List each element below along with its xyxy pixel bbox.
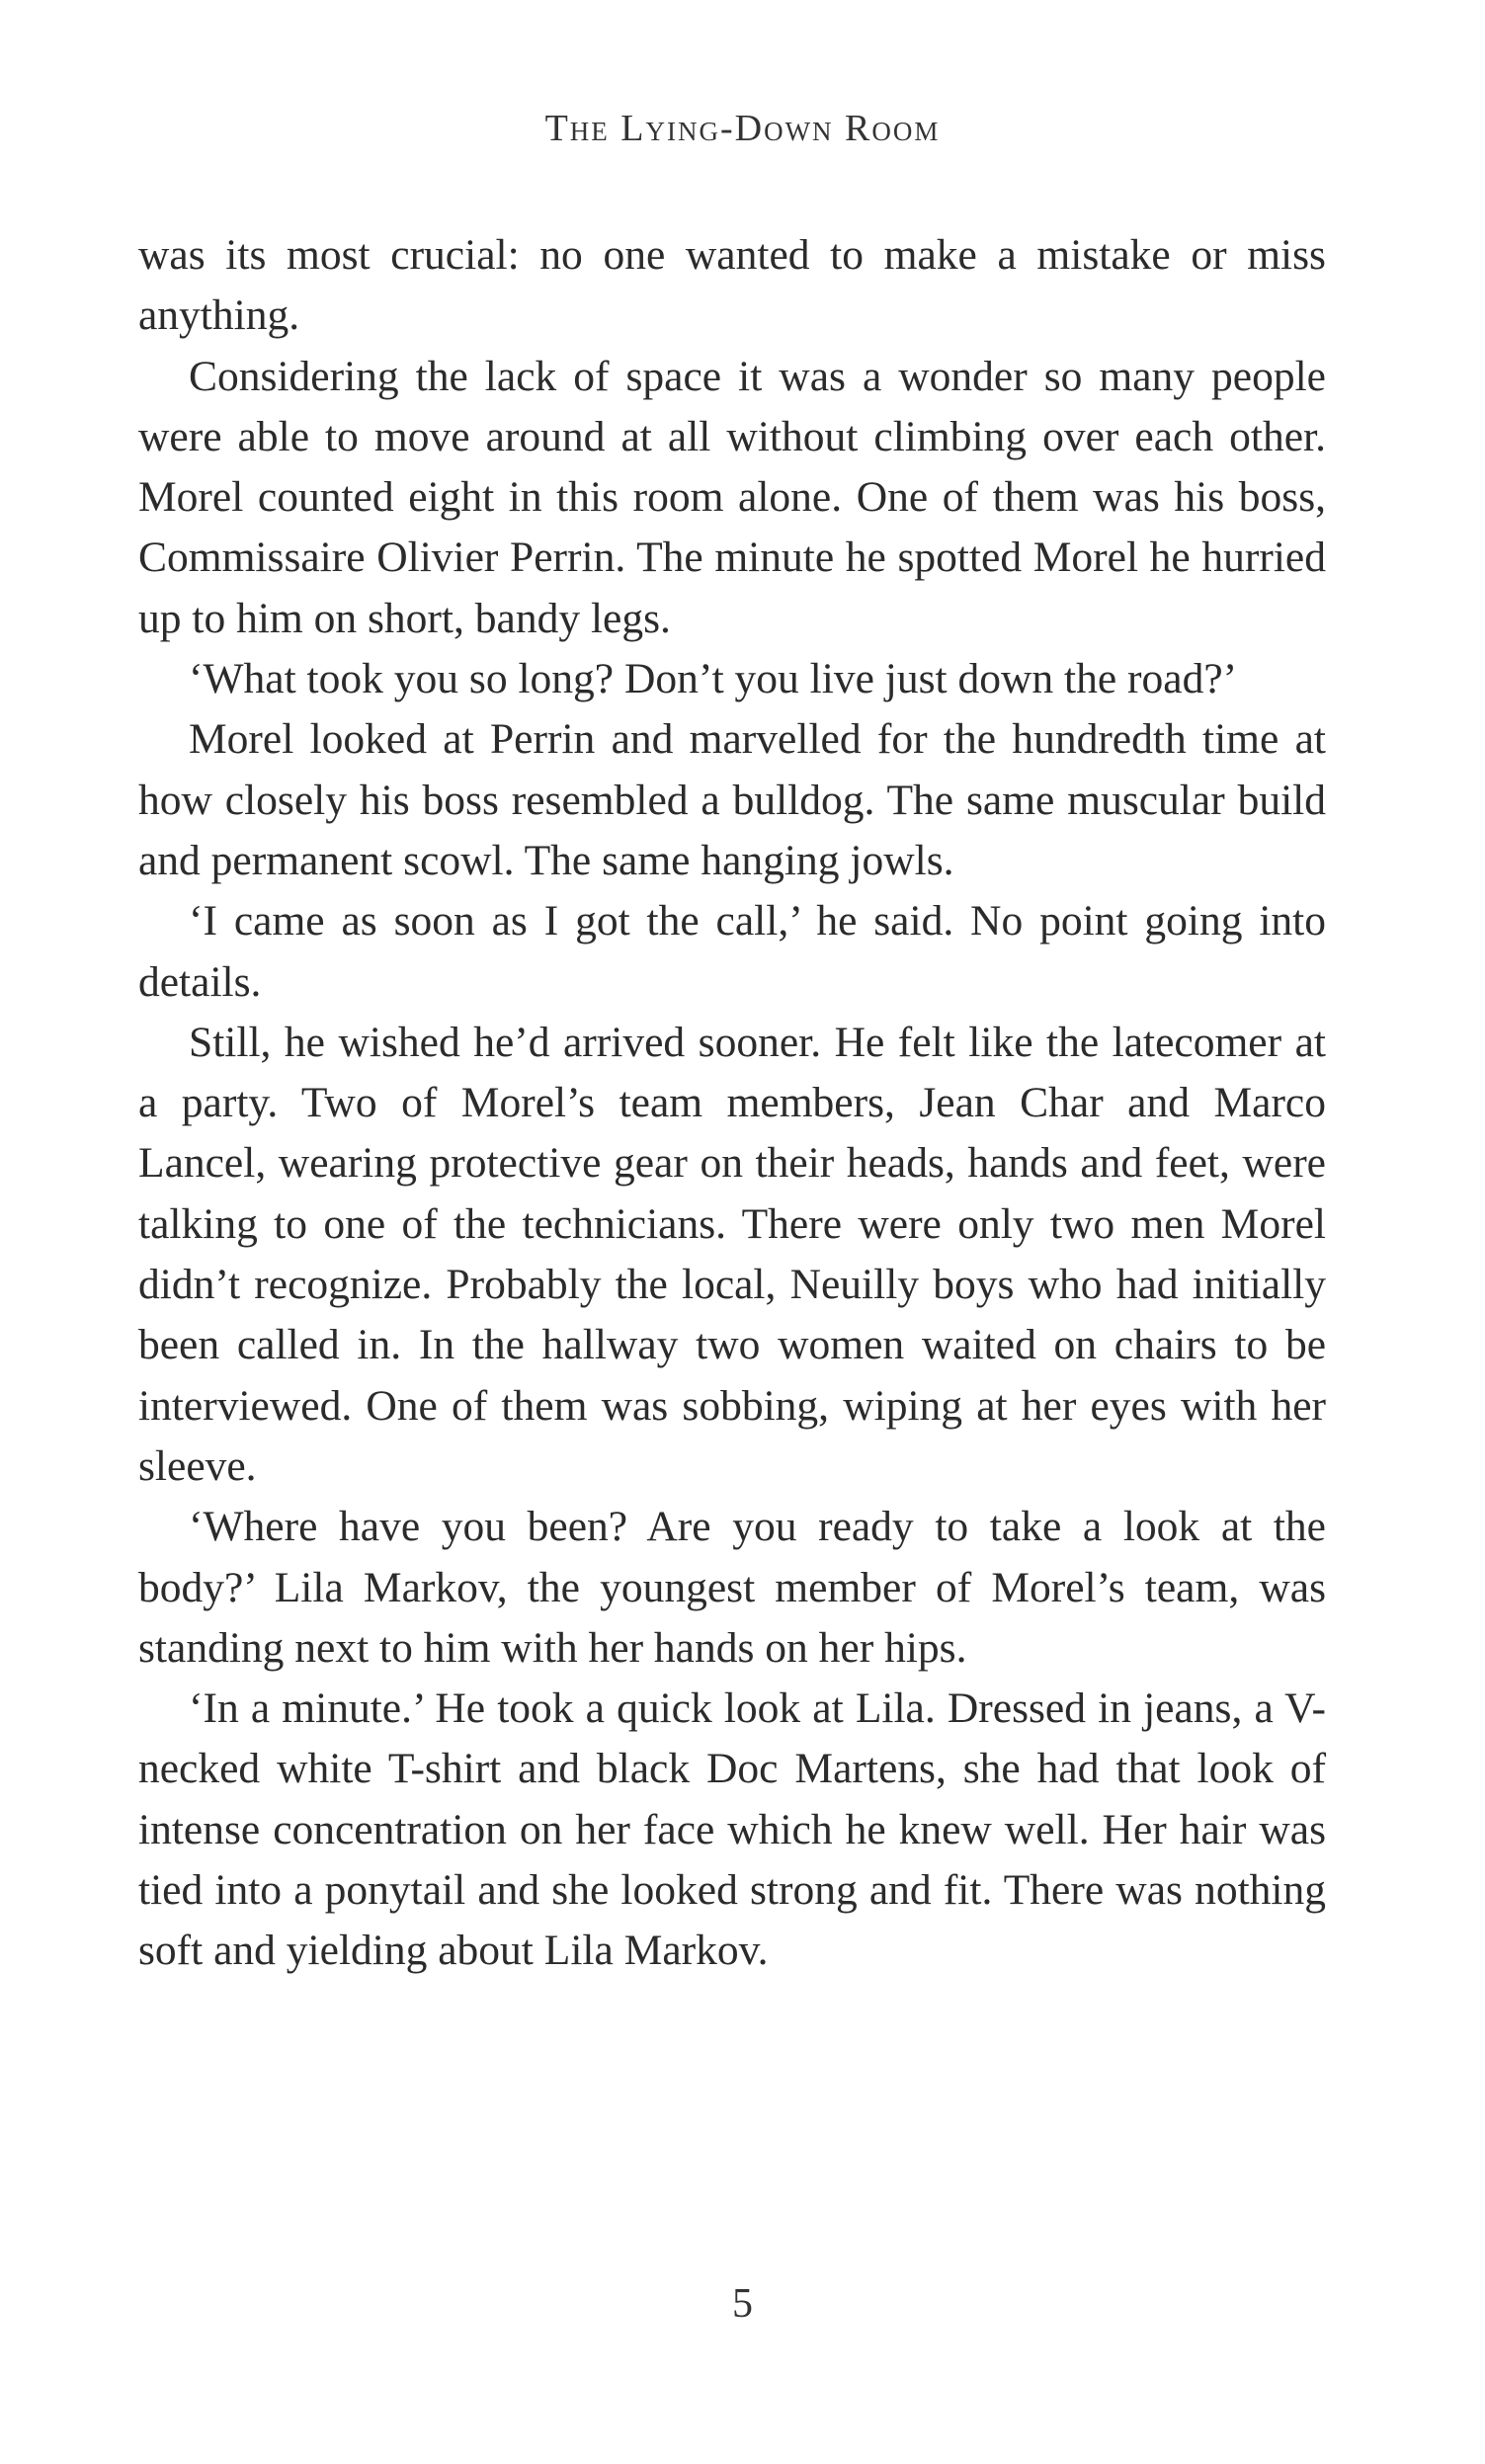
running-head: The Lying-Down Room xyxy=(544,108,941,149)
paragraph: Considering the lack of space it was a wonder so many people were able to move around at all without climbing over each other. Morel counted eight in this room alone. One of them was his boss, Commissaire Olivier Perrin. The minute he spotted Morel he hurried up to him on short, bandy legs. xyxy=(138,352,1326,642)
paragraph: ‘Where have you been? Are you ready to take a look at the body?’ Lila Markov, the youngest member of Morel’s team, was standing next to him with her hands on her hips. xyxy=(138,1503,1326,1672)
paragraph: ‘What took you so long? Don’t you live just down the road?’ xyxy=(189,655,1238,703)
body-text xyxy=(138,225,1326,1982)
paragraph: Morel looked at Perrin and marvelled for the hundredth time at how closely his boss resembled a bulldog. The same muscular build and permanent scowl. The same hanging jowls. xyxy=(138,715,1326,884)
page-number: 5 xyxy=(732,2281,753,2327)
paragraph: was its most crucial: no one wanted to make a mistake or miss anything. xyxy=(138,231,1326,340)
paragraph: ‘In a minute.’ He took a quick look at Lila. Dressed in jeans, a V-necked white T-shirt and black Doc Martens, she had that look of intense concentration on her face which he knew well. Her hair was tied into a ponytail and she looked strong and fit. There was nothing soft and yielding about Lila Markov. xyxy=(138,1684,1326,1975)
paragraph: Still, he wished he’d arrived sooner. He felt like the latecomer at a party. Two of Morel’s team members, Jean Char and Marco Lancel, wearing protective gear on their heads, hands and feet, were talking to one of the technicians. There were only two men Morel didn’t recognize. Probably the local, Neuilly boys who had initially been called in. In the hallway two women waited on chairs to be interviewed. One of them was sobbing, wiping at her eyes with her sleeve. xyxy=(138,1018,1326,1490)
paragraph: ‘I came as soon as I got the call,’ he said. No point going into details. xyxy=(138,897,1326,1006)
